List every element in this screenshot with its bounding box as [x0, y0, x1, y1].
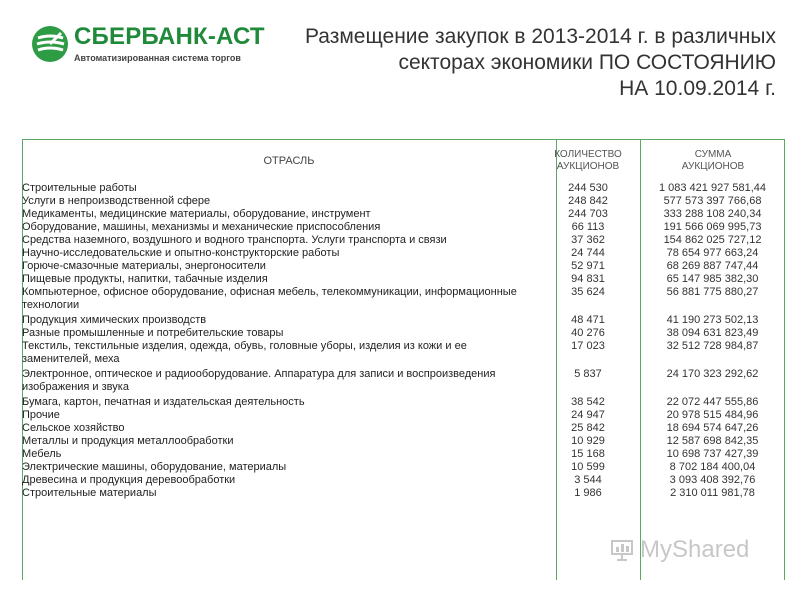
auction-count-cell: 40 276 — [571, 327, 605, 339]
industry-cell: Средства наземного, воздушного и водного транспорта. Услуги транспорта и связи — [22, 234, 447, 246]
table-row — [22, 368, 785, 394]
industry-cell: Сельское хозяйство — [22, 422, 125, 434]
auction-count-cell: 52 971 — [571, 260, 605, 272]
table-row — [22, 247, 785, 260]
auction-sum-cell: 20 978 515 484,96 — [666, 409, 759, 421]
header-sum-line-2: АУКЦИОНОВ — [681, 161, 745, 172]
table-row — [22, 435, 785, 448]
industry-cell: Медикаменты, медицинские материалы, оборудование, инструмент — [22, 208, 371, 220]
auction-sum-cell: 154 862 025 727,12 — [663, 234, 762, 246]
auction-count-cell: 244 703 — [568, 208, 608, 220]
sberbank-ast-logo — [30, 22, 265, 68]
industry-cell: Строительные материалы — [22, 487, 157, 499]
industry-cell: Текстиль, текстильные изделия, одежда, обувь, головные уборы, изделия из кожи и ее заменителей, меха — [22, 340, 467, 365]
auction-count-cell: 38 542 — [571, 396, 605, 408]
auction-sum-cell: 32 512 728 984,87 — [666, 340, 759, 352]
table-row — [22, 221, 785, 234]
industry-cell: Пищевые продукты, напитки, табачные изделия — [22, 273, 268, 285]
industry-cell: Мебель — [22, 448, 62, 460]
auction-sum-cell: 2 310 011 981,78 — [670, 487, 755, 499]
auction-sum-cell: 1 083 421 927 581,44 — [658, 182, 767, 194]
header-sum-line-1: СУММА — [694, 149, 732, 160]
procurement-table — [22, 139, 785, 580]
auction-count-cell: 15 168 — [571, 448, 605, 460]
table-row — [22, 461, 785, 474]
table-row — [22, 286, 785, 312]
myshared-watermark — [610, 536, 780, 568]
industry-cell: Разные промышленные и потребительские товары — [22, 327, 284, 339]
header-sum — [646, 149, 780, 173]
industry-cell: Металлы и продукция металлообработки — [22, 435, 234, 447]
auction-count-cell: 17 023 — [571, 340, 605, 352]
table-row — [22, 327, 785, 340]
auction-count-cell: 10 599 — [571, 461, 605, 473]
header-count-line-1: КОЛИЧЕСТВО — [554, 149, 622, 160]
header-industry: ОТРАСЛЬ — [263, 155, 315, 167]
header-count — [540, 149, 636, 173]
auction-sum-cell: 577 573 397 766,68 — [663, 195, 762, 207]
table-row — [22, 195, 785, 208]
auction-sum-cell: 22 072 447 555,86 — [666, 396, 759, 408]
auction-sum-cell: 8 702 184 400,04 — [669, 461, 756, 473]
auction-sum-cell: 24 170 323 292,62 — [666, 368, 759, 380]
auction-count-cell: 35 624 — [571, 286, 605, 298]
table-row — [22, 208, 785, 221]
industry-cell: Оборудование, машины, механизмы и механические приспособления — [22, 221, 381, 233]
page-title — [256, 24, 776, 102]
brand-name: СБЕРБАНК-АСТ — [74, 23, 265, 50]
table-row — [22, 396, 785, 409]
industry-cell: Бумага, картон, печатная и издательская деятельность — [22, 396, 305, 408]
watermark-text: MyShared — [640, 536, 750, 563]
industry-cell: Прочие — [22, 409, 60, 421]
auction-sum-cell: 78 654 977 663,24 — [666, 247, 759, 259]
table-row — [22, 182, 785, 195]
auction-sum-cell: 56 881 775 880,27 — [666, 286, 759, 298]
table-row — [22, 448, 785, 461]
title-line-3: НА 10.09.2014 г. — [619, 77, 776, 100]
auction-count-cell: 3 544 — [574, 474, 602, 486]
industry-cell: Компьютерное, офисное оборудование, офисная мебель, телекоммуникации, информационные технологии — [22, 286, 517, 311]
auction-count-cell: 66 113 — [571, 221, 605, 233]
industry-cell: Продукция химических производств — [22, 314, 207, 326]
header-count-line-2: АУКЦИОНОВ — [556, 161, 620, 172]
auction-sum-cell: 3 093 408 392,76 — [669, 474, 756, 486]
industry-cell: Научно-исследовательские и опытно-конструкторские работы — [22, 247, 340, 259]
auction-count-cell: 94 831 — [571, 273, 605, 285]
industry-cell: Услуги в непроизводственной сфере — [22, 195, 211, 207]
table-row — [22, 314, 785, 327]
table-row — [22, 487, 785, 500]
auction-count-cell: 48 471 — [571, 314, 605, 326]
table-row — [22, 422, 785, 435]
industry-cell: Строительные работы — [22, 182, 137, 194]
title-line-2: секторах экономики ПО СОСТОЯНИЮ — [398, 51, 776, 74]
table-body — [22, 182, 785, 500]
table-row — [22, 273, 785, 286]
table-row — [22, 474, 785, 487]
auction-count-cell: 248 842 — [568, 195, 608, 207]
auction-count-cell: 24 744 — [571, 247, 605, 259]
auction-count-cell: 5 837 — [574, 368, 602, 380]
auction-sum-cell: 12 587 698 842,35 — [666, 435, 759, 447]
auction-sum-cell: 10 698 737 427,39 — [666, 448, 759, 460]
auction-sum-cell: 191 566 069 995,73 — [663, 221, 762, 233]
table-row — [22, 340, 785, 366]
auction-sum-cell: 333 288 108 240,34 — [663, 208, 762, 220]
industry-cell: Горюче-смазочные материалы, энергоносители — [22, 260, 266, 272]
table-row — [22, 234, 785, 247]
auction-count-cell: 24 947 — [571, 409, 605, 421]
auction-sum-cell: 38 094 631 823,49 — [666, 327, 759, 339]
table-row — [22, 409, 785, 422]
auction-sum-cell: 65 147 985 382,30 — [666, 273, 759, 285]
industry-cell: Древесина и продукция деревообработки — [22, 474, 236, 486]
auction-sum-cell: 68 269 887 747,44 — [666, 260, 759, 272]
auction-sum-cell: 18 694 574 647,26 — [666, 422, 759, 434]
brand-subtitle: Автоматизированная система торгов — [74, 53, 241, 63]
auction-count-cell: 244 530 — [568, 182, 608, 194]
table-row — [22, 260, 785, 273]
auction-count-cell: 10 929 — [571, 435, 605, 447]
title-line-1: Размещение закупок в 2013-2014 г. в различных — [304, 25, 776, 48]
auction-sum-cell: 41 190 273 502,13 — [666, 314, 759, 326]
sberbank-logo-icon — [30, 24, 70, 64]
presentation-screen-icon — [610, 538, 634, 562]
industry-cell: Электронное, оптическое и радиооборудование. Аппаратура для записи и воспроизведения изображения и звука — [22, 368, 496, 393]
auction-count-cell: 1 986 — [574, 487, 602, 499]
auction-count-cell: 25 842 — [571, 422, 605, 434]
auction-count-cell: 37 362 — [571, 234, 605, 246]
industry-cell: Электрические машины, оборудование, материалы — [22, 461, 287, 473]
